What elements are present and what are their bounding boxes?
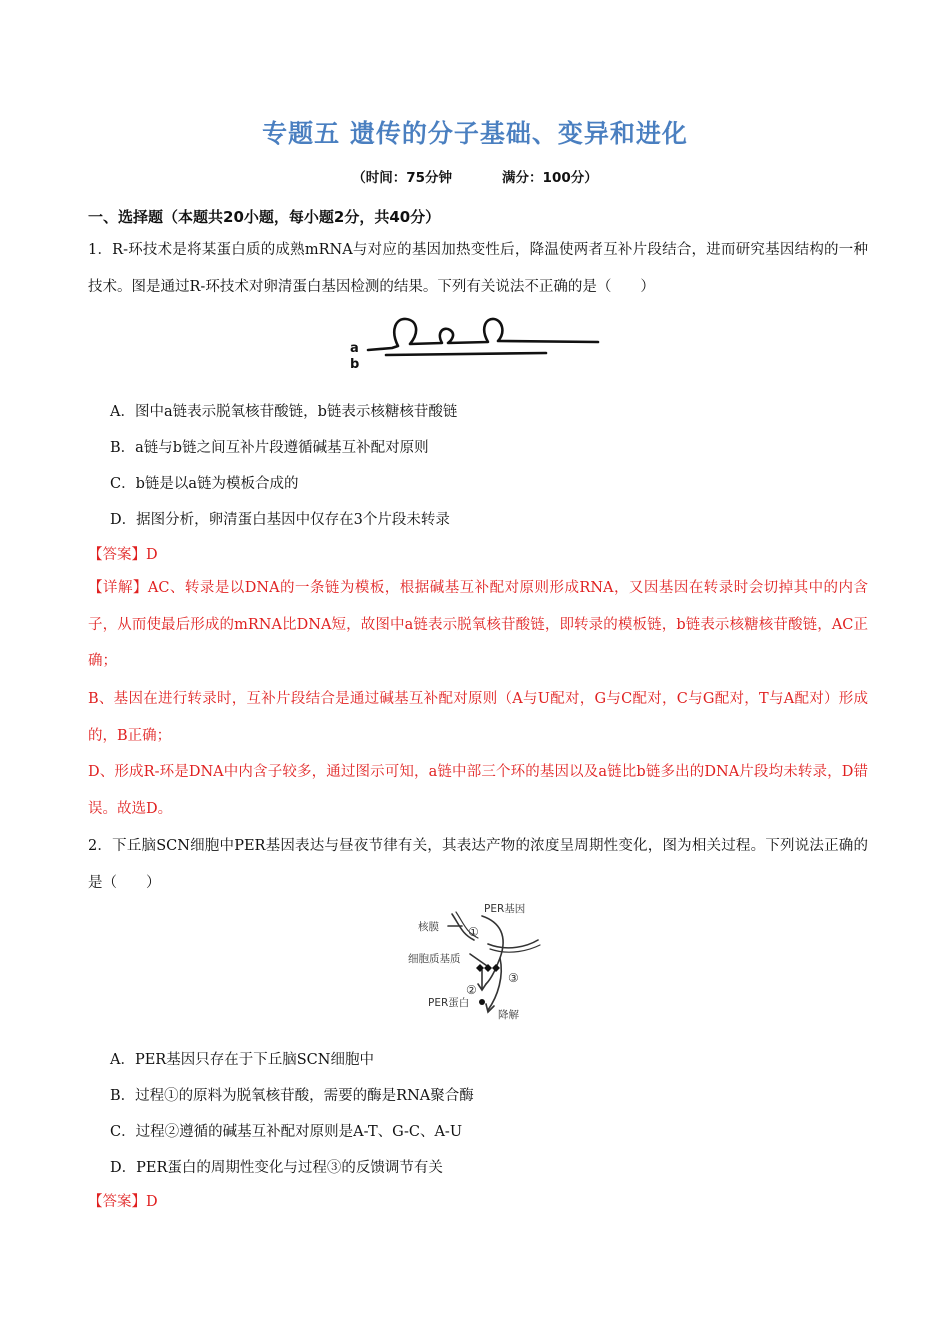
exam-info [0,166,950,186]
q1-option-d: D．据图分析，卵清蛋白基因中仅存在3个片段未转录 [110,512,450,528]
section-heading: 一、选择题（本题共20小题，每小题2分，共40分） [88,208,441,226]
label-degradation: 降解 [498,1009,519,1021]
q2-option-c: C．过程②遵循的碱基互补配对原则是A-T、G-C、A-U [110,1124,463,1140]
b-strand [386,353,546,355]
q2-option-a: A．PER基因只存在于下丘脑SCN细胞中 [110,1052,374,1068]
q2-option-d: D．PER蛋白的周期性变化与过程③的反馈调节有关 [110,1160,443,1176]
q1-stem: 1．R-环技术是将某蛋白质的成熟mRNA与对应的基因加热变性后，降温使两者互补片段结合，进而研究基因结构的一种技术。图是通过R-环技术对卵清蛋白基因检测的结果。下列有关说法不正确的是（ ） [88,242,868,295]
q1-r-loop-figure [340,312,610,374]
label-per-protein: PER蛋白 [428,997,470,1009]
exam-score: 满分：100分） [502,170,598,186]
q2-option-b: B．过程①的原料为脱氧核苷酸，需要的酶是RNA聚合酶 [110,1088,474,1104]
a-strand [368,319,598,350]
q1-option-b: B．a链与b链之间互补片段遵循碱基互补配对原则 [110,440,429,456]
label-a: a [350,341,359,356]
q1-option-a: A．图中a链表示脱氧核苷酸链，b链表示核糖核苷酸链 [110,404,458,420]
q1-analysis-b: B、基因在进行转录时，互补片段结合是通过碱基互补配对原则（A与U配对，G与C配对，C与G配对，T与A配对）形成的，B正确； [88,691,868,744]
exam-time: （时间：75分钟 [352,170,453,186]
label-cytoplasm: 细胞质基质 [408,953,461,965]
label-step2: ② [466,983,477,997]
label-step3: ③ [508,971,519,985]
page-title: 专题五 遗传的分子基础、变异和进化 [262,119,688,148]
q2-stem: 2．下丘脑SCN细胞中PER基因表达与昼夜节律有关，其表达产物的浓度呈周期性变化，图为相关过程。下列说法正确的是（ ） [88,838,868,891]
q2-per-figure [400,900,550,1030]
q1-analysis-ac: 【详解】AC、转录是以DNA的一条链为模板，根据碱基互补配对原则形成RNA，又因基因在转录时会切掉其中的内含子，从而使最后形成的mRNA比DNA短，故图中a链表示脱氧核苷酸链，即转录的模板链，b链表示核糖核苷酸链，AC正确； [88,580,868,669]
label-nuclear-membrane: 核膜 [418,921,439,933]
q1-analysis-d: D、形成R-环是DNA中内含子较多，通过图示可知，a链中部三个环的基因以及a链比b链多出的DNA片段均未转录，D错误。故选D。 [88,764,868,817]
label-b: b [350,357,360,372]
q1-answer: 【答案】D [88,547,158,563]
label-per-gene: PER基因 [484,903,526,915]
q1-option-c: C．b链是以a链为模板合成的 [110,476,299,492]
q2-answer: 【答案】D [88,1194,158,1210]
label-step1: ① [468,925,479,939]
nuclear-membrane-lower [488,940,538,948]
